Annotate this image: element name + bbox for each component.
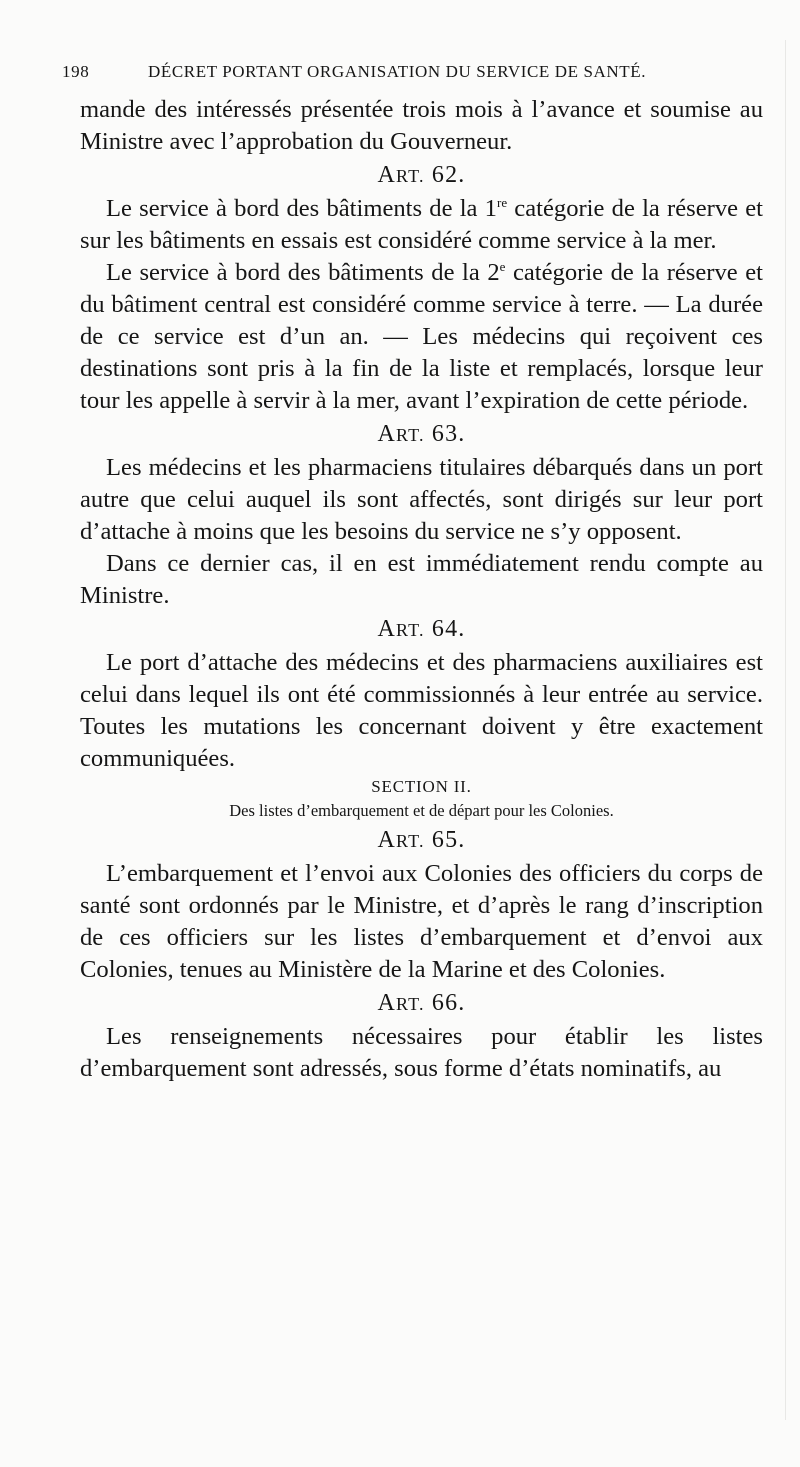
article-number: 63.	[424, 421, 466, 447]
article-heading-62	[80, 158, 763, 193]
paragraph-text: catégorie de la réserve et sur les bâtiments en essais est considéré comme service à la mer.	[80, 195, 763, 254]
paragraph-text: Le service à bord des bâtiments de la 1	[106, 195, 497, 222]
running-title: DÉCRET PORTANT ORGANISATION DU SERVICE DE SANTÉ.	[148, 62, 647, 81]
page-header	[62, 62, 702, 90]
article-label: RT.	[396, 994, 425, 1014]
paragraph: Les médecins et les pharmaciens titulaires débarqués dans un port autre que celui auquel ils sont affectés, sont dirigés sur leur port d’attache à moins que les besoins du service ne s’y opposent.	[80, 454, 763, 545]
article-label: RT.	[396, 831, 425, 851]
article-number: 66.	[424, 990, 466, 1016]
paragraph	[80, 193, 763, 257]
article-cap: A	[377, 990, 397, 1016]
article-cap: A	[377, 421, 397, 447]
article-heading-65	[80, 823, 763, 858]
section-heading: SECTION II.	[371, 777, 472, 796]
section-subtitle: Des listes d’embarquement et de départ pour les Colonies.	[229, 801, 614, 820]
page-body	[80, 94, 763, 1085]
article-cap: A	[377, 827, 397, 853]
paragraph: Les renseignements nécessaires pour établir les listes d’embarquement sont adressés, sous forme d’états nominatifs, au	[80, 1023, 763, 1082]
article-label: RT.	[396, 425, 425, 445]
article-label: RT.	[396, 620, 425, 640]
paragraph-text: Le service à bord des bâtiments de la 2	[106, 259, 500, 286]
article-number: 65.	[424, 827, 466, 853]
paragraph	[80, 257, 763, 417]
paragraph-text: catégorie de la réserve et du bâtiment central est considéré comme service à terre. — La durée de ce service est d’un an. — Les médecins qui reçoivent ces destinations sont pris à la fin de la liste et remplacés, lorsque leur tour les appelle à servir à la mer, avant l’expiration de cette période.	[80, 259, 763, 414]
article-heading-66	[80, 986, 763, 1021]
ordinal-superscript: re	[496, 194, 508, 210]
article-cap: A	[377, 162, 397, 188]
paragraph: L’embarquement et l’envoi aux Colonies des officiers du corps de santé sont ordonnés par le Ministre, et d’après le rang d’inscription de ces officiers sur les listes d’embarquement et d’envoi aux Colonies, tenues au Ministère de la Marine et des Colonies.	[80, 860, 763, 983]
article-number: 64.	[424, 616, 466, 642]
article-label: RT.	[396, 166, 425, 186]
article-number: 62.	[424, 162, 466, 188]
page-edge-shadow	[785, 40, 786, 1420]
ordinal-superscript: e	[499, 258, 506, 274]
page-number: 198	[62, 62, 90, 81]
paragraph: Le port d’attache des médecins et des pharmaciens auxiliaires est celui dans lequel ils ont été commissionnés à leur entrée au service. Toutes les mutations les concernant doivent y être exactement communiquées.	[80, 649, 763, 772]
paragraph: Dans ce dernier cas, il en est immédiatement rendu compte au Ministre.	[80, 550, 763, 609]
article-cap: A	[377, 616, 397, 642]
paragraph-continuation: mande des intéressés présentée trois mois à l’avance et soumise au Ministre avec l’approbation du Gouverneur.	[80, 96, 763, 155]
article-heading-64	[80, 612, 763, 647]
article-heading-63	[80, 417, 763, 452]
